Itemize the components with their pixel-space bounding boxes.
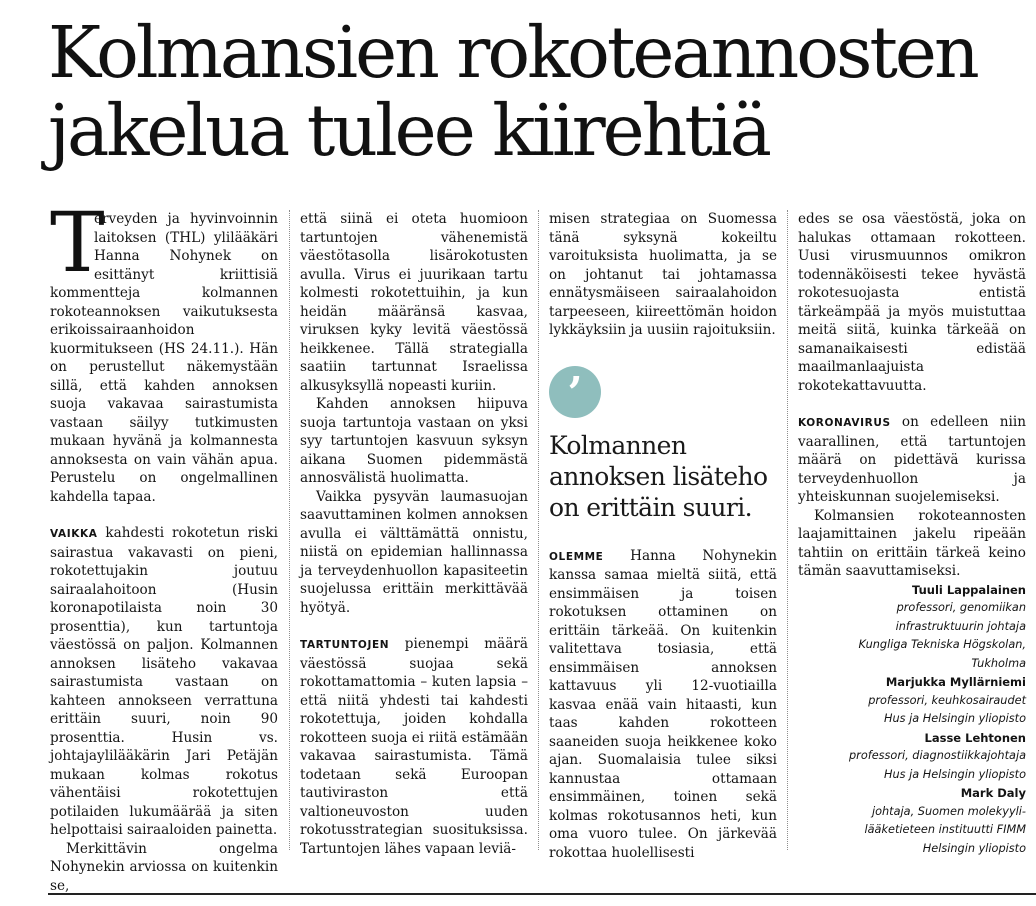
column-divider [787, 210, 788, 850]
paragraph [798, 413, 1026, 507]
signer-name: Marjukka Myllärniemi [885, 675, 1026, 689]
paragraph-lead-word: VAIKKA [50, 528, 98, 540]
signer-title: lääketieteen instituutti FIMM [864, 823, 1026, 836]
paragraph-text: on edelleen niin vaarallinen, että tartuntojen määrä on pidettävä kurissa terveydenhuollon ja yhteiskunnan suojelemiseksi. [798, 414, 1026, 505]
paragraph-text: pienempi määrä väestössä suojaa sekä rokottamattomia – kuten lapsia – että niitä yhdesti tai kahdesti rokotettuja, joiden kohdalla rokotteen suoja ei riitä estämään vakavaa sairastumista. Tämä todetaan sekä Euroopan tautiviraston että valtioneuvoston uuden rokotusstrategian suosituksissa. Tartuntojen lähes vapaan leviä- [300, 636, 528, 857]
signer-name: Mark Daly [960, 786, 1026, 800]
article-column-2 [300, 210, 528, 858]
bottom-rule [48, 893, 1036, 895]
column-divider [538, 210, 539, 850]
paragraph: edes se osa väestöstä, joka on halukas ottamaan rokotteen. Uusi virusmuunnos omikron todennäköisesti tekee hyvästä rokotesuojasta entistä tärkeämpää ja myös muistuttaa meitä siitä, kuinka tärkeää on samanaikaisesti edistää maailmanlaajuista rokotekattavuutta. [798, 211, 1026, 394]
signer-title: infrastruktuurin johtaja [895, 619, 1026, 633]
paragraph-text: kahdesti rokotetun riski sairastua vakavasti on pieni, rokotettujakin joutuu sairaalahoitoon (Husin koronapotilaista noin 30 prosenttia), kun tartuntoja väestössä on paljon. Kolmannen annoksen lisäteho vakavaa sairastumista vastaan on kahteen annokseen verrattuna erittäin suuri, noin 90 prosenttia. Husin vs. johtajaylilääkärin Jari Petäjän mukaan kolmas rokotus vähentäisi rokotettujen potilaiden lukumäärää ja siten helpottaisi sairaaloiden painetta. [50, 525, 278, 838]
signer-title: Hus ja Helsingin yliopisto [883, 767, 1026, 781]
paragraph-lead-word: TARTUNTOJEN [300, 639, 390, 651]
opening-paragraph [50, 196, 278, 506]
signature-block [798, 581, 1026, 859]
dropcap: T [50, 196, 105, 291]
article-column-4 [798, 210, 1026, 858]
article-column-3 [549, 210, 777, 862]
signer-title: professori, diagnostiikkajohtaja [849, 749, 1026, 762]
paragraph-lead-word: OLEMME [549, 550, 604, 563]
paragraph: misen strategiaa on Suomessa tänä syksynä kokeiltu varoituksista huolimatta, ja se on johtanut tai johtamassa ennätysmäiseen sairaalahoidon tarpeeseen, kiireettömän hoidon lykkäyksiin ja uusiin rajoituksiin. [549, 211, 777, 338]
paragraph [549, 547, 777, 863]
signer-title: johtaja, Suomen molekyyli- [871, 804, 1026, 818]
signer-title: Kungliga Tekniska Högskolan, [858, 638, 1026, 651]
quote-mark-icon: ’ [549, 366, 601, 418]
paragraph-text: Hanna Nohynekin kanssa samaa mieltä siitä, että ensimmäisen ja toisen rokotuksen ottaminen on erittäin tärkeää. On kuitenkin valitettava tosiasia, että ensimmäisen annoksen kattavuus yli 12-vuotiailla kasvaa enää vain hitaasti, kun taas kahden rokotteen saaneiden suoja heikkenee koko ajan. Suomalaisia tulee siksi kannustaa ottamaan ensimmäinen, toinen sekä kolmas rokotusannos heti, kun oma vuoro tulee. On järkevää rokottaa huolellisesti [549, 547, 777, 861]
headline-line-2: jakelua tulee kiirehtiä [48, 89, 769, 172]
signer-title: Helsingin yliopisto [922, 841, 1026, 855]
signer-title: Hus ja Helsingin yliopisto [883, 712, 1026, 725]
paragraph: Vaikka pysyvän laumasuojan saavuttaminen kolmen annoksen avulla ei välttämättä onnistu, niistä on epidemian hallinnassa ja terveydenhuollon kapasiteetin suojelussa erittäin merkittävää hyötyä. [300, 488, 528, 616]
column-divider [289, 210, 290, 850]
paragraph-lead-word: KORONAVIRUS [798, 417, 891, 429]
signer-name: Lasse Lehtonen [924, 730, 1026, 745]
pull-quote-block [549, 366, 777, 523]
paragraph: Merkittävin ongelma Nohynekin arviossa on kuitenkin se, [50, 840, 278, 894]
opening-paragraph-text: erveyden ja hyvinvoinnin laitoksen (THL) ylilääkäri Hanna Nohynek on esittänyt kriittisiä kommentteja kolmannen rokoteannoksen vaikutuksesta erikoissairaanhoidon kuormitukseen (HS 24.11.). Hän on perustellut näkemystään sillä, että kahden annoksen suoja vakavaa sairastumista vastaan säilyy tutkimusten mukaan hyvänä ja kolmannesta annoksesta on vain vähän apua. Perustelu on ongelmallinen kahdella tapaa. [50, 211, 278, 505]
paragraph: Kahden annoksen hiipuva suoja tartuntoja vastaan on yksi syy tartuntojen kasvuun syksyn aikana Suomen pidemmästä annosvälistä huolimatta. [300, 396, 528, 486]
pull-quote: Kolmannen annoksen lisäteho on erittäin suuri. [549, 430, 768, 522]
signer-title: professori, keuhkosairaudet [868, 693, 1026, 707]
headline [48, 11, 1036, 172]
signer-title: professori, genomiikan [896, 601, 1026, 614]
signer-name: Tuuli Lappalainen [912, 582, 1026, 597]
paragraph: että siinä ei oteta huomioon tartuntojen vähenemistä väestötasolla lisärokotusten avulla. Virus ei juurikaan tartu kolmesti rokotettuihin, ja kun heidän määränsä kasvaa, viruksen kyky levitä väestössä heikkenee. Tällä strategialla saatiin tartunnat Israelissa alkusyksyllä nopeasti kuriin. [300, 211, 528, 394]
headline-line-1: Kolmansien rokoteannosten [48, 11, 977, 94]
paragraph [300, 635, 528, 858]
signer-title: Tukholma [971, 656, 1026, 670]
paragraph: Kolmansien rokoteannosten laajamittainen jakelu ripeään tahtiin on erittäin tärkeä keino tämän saavuttamiseksi. [798, 507, 1026, 579]
paragraph [50, 524, 278, 840]
article-column-1 [50, 196, 278, 895]
